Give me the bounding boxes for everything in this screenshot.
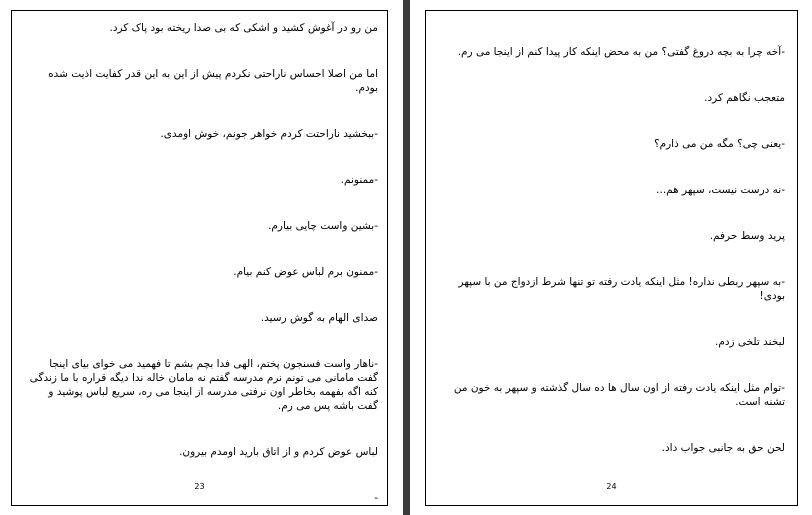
- paragraph: -بشین واست چایی بیارم.: [268, 220, 378, 232]
- paragraph: -توام مثل اینکه یادت رفته از اون سال ها ده سال گذشته و سپهر به خون من تشنه است.: [453, 382, 785, 408]
- paragraph: -ممنون برم لباس عوض کنم بیام.: [233, 266, 378, 278]
- paragraph: صدای الهام به گوش رسید.: [260, 312, 378, 324]
- page-number: 23: [194, 482, 205, 491]
- paragraph: لباس عوض کردم و از اتاق بارید اومدم بیرون.: [179, 446, 378, 458]
- paragraph: لحن حق به جانبی جواب داد.: [661, 442, 785, 454]
- paragraph: -یعنی چی؟ مگه من می ذارم؟: [654, 138, 785, 150]
- paragraph: -آخه چرا به بچه دروغ گفتی؟ من به محض اینکه کار پیدا کنم از اینجا می رم.: [457, 46, 785, 58]
- paragraph: -ناهار واست فسنجون پختم، الهی فدا بچم بشم تا فهمید می خوای بیای اینجا گفت مامانی می تونم نرم مدرسه گفتم نه مامان خاله ندا دیگه قراره با ما زندگی کنه اگه بفهمه بخاطر اون نرفتی مدرسه از اینجا می ره، سریع لباس پوشید و گفت باشه پس می رم.: [29, 358, 378, 412]
- paragraph: -ببخشید ناراحتت کردم خواهر جونم، خوش اومدی.: [160, 128, 378, 140]
- paragraph: -: [374, 492, 378, 504]
- paragraph: اما من اصلا احساس ناراحتی نکردم پیش از این به این قدر کفایت اذیت شده بودم.: [48, 68, 378, 94]
- paragraph: من رو در آغوش کشید و اشکی که بی صدا ریخته بود پاک کرد.: [109, 22, 378, 34]
- page-number: 24: [606, 482, 617, 491]
- gutter-divider: [403, 0, 410, 515]
- page-right: [425, 10, 798, 506]
- paragraph: متعجب نگاهم کرد.: [704, 92, 785, 104]
- paragraph: -به سپهر ربطی نداره! مثل اینکه یادت رفته تو تنها شرط ازدواج من با سپهر بودی!: [458, 276, 785, 302]
- paragraph: -نه درست نیست، سپهر هم...: [656, 184, 785, 196]
- paragraph: پرید وسط حرفم.: [709, 230, 785, 242]
- paragraph: لبخند تلخی زدم.: [714, 336, 785, 348]
- page-left: [11, 10, 388, 506]
- paragraph: -ممنونم.: [340, 174, 378, 186]
- page-text: [444, 45, 785, 455]
- page-text: [28, 21, 378, 505]
